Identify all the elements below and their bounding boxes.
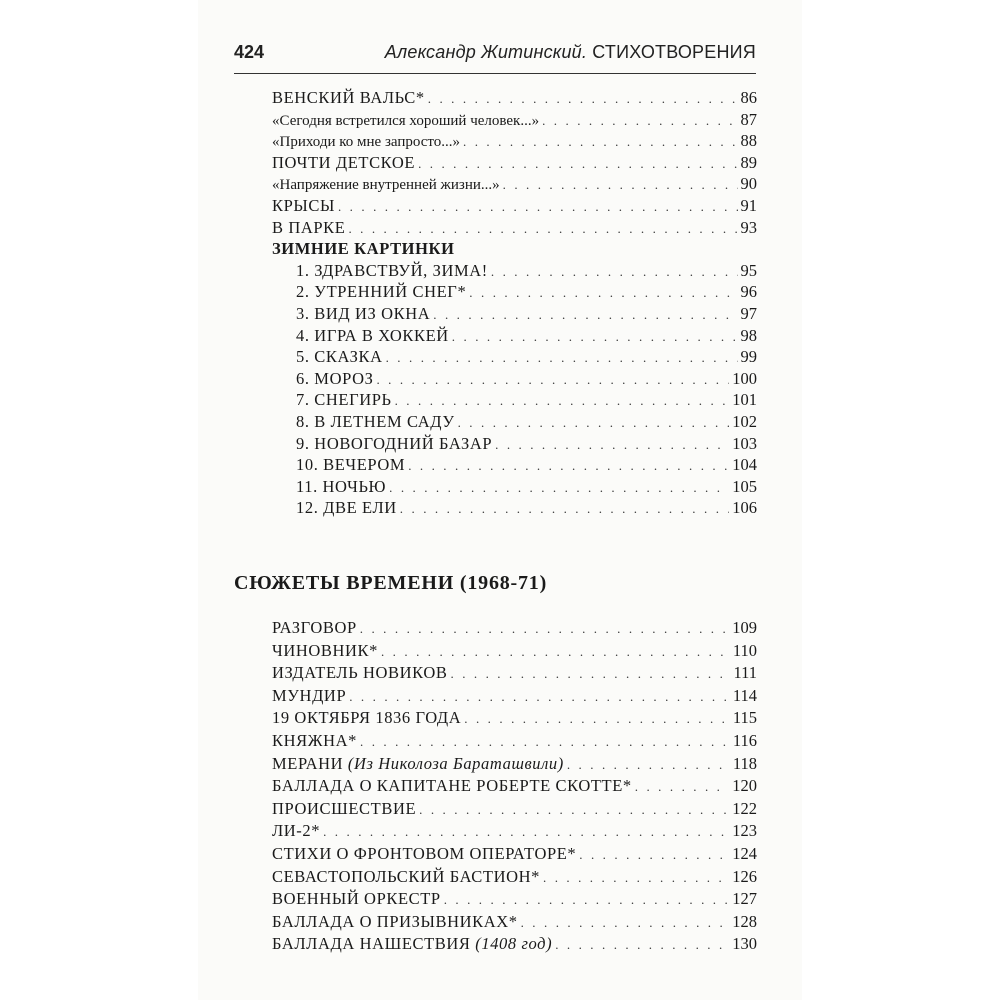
dot-leader bbox=[542, 110, 737, 132]
toc-entry bbox=[272, 173, 757, 195]
toc-entry bbox=[272, 281, 757, 303]
toc-entry-title-text: «Приходи ко мне запросто...» bbox=[272, 134, 461, 151]
toc-page-number: 88 bbox=[740, 131, 757, 151]
toc-page-number: 93 bbox=[740, 217, 757, 237]
toc-entry-title-text: 6. МОРОЗ bbox=[296, 368, 374, 388]
dot-leader bbox=[360, 731, 730, 753]
toc-entry-title-text: КНЯЖНА* bbox=[272, 731, 357, 750]
toc-entry-title bbox=[272, 281, 466, 303]
toc-entry bbox=[272, 109, 757, 131]
toc-entry-title bbox=[272, 110, 539, 132]
toc-entry bbox=[272, 707, 757, 729]
toc-entry-title-text: 1. ЗДРАВСТВУЙ, ЗИМА! bbox=[296, 260, 488, 280]
toc-entry-title-text: ВОЕННЫЙ ОРКЕСТР bbox=[272, 889, 441, 909]
dot-leader bbox=[408, 455, 729, 477]
toc-page-number: 98 bbox=[740, 325, 757, 345]
toc-entry bbox=[272, 843, 757, 865]
toc-entry-title-text: 2. УТРЕННИЙ СНЕГ* bbox=[296, 282, 467, 302]
toc-page-number: 111 bbox=[733, 663, 757, 683]
toc-entry-title bbox=[272, 843, 576, 865]
toc-page-number: 114 bbox=[732, 685, 757, 705]
toc-entry bbox=[272, 87, 757, 109]
toc-cycle-heading bbox=[272, 238, 757, 260]
toc-page-number: 106 bbox=[732, 498, 757, 518]
dot-leader bbox=[386, 347, 738, 369]
toc-entry-title-text: 5. СКАЗКА bbox=[296, 347, 383, 367]
toc-entry-subtitle: (1408 год) bbox=[475, 934, 553, 954]
toc-page-number: 126 bbox=[732, 866, 757, 886]
toc-entry-title bbox=[272, 933, 552, 955]
dot-leader bbox=[543, 867, 729, 889]
toc-entry-title bbox=[272, 911, 518, 933]
dot-leader bbox=[376, 369, 729, 391]
toc-entry bbox=[272, 433, 757, 455]
toc-entry-title-text: 7. СНЕГИРЬ bbox=[296, 390, 392, 410]
toc-entry-title bbox=[272, 346, 383, 368]
toc-entry-title-text: 8. В ЛЕТНЕМ САДУ bbox=[296, 412, 455, 431]
dot-leader bbox=[395, 390, 730, 412]
dot-leader bbox=[419, 799, 729, 821]
toc-page-number: 116 bbox=[732, 731, 757, 750]
toc-entry-title-text: В ПАРКЕ bbox=[272, 217, 346, 237]
dot-leader bbox=[635, 776, 729, 798]
toc-entry-title bbox=[272, 617, 357, 639]
toc-entry-title-text: ЛИ-2* bbox=[272, 821, 321, 841]
dot-leader bbox=[555, 934, 729, 956]
dot-leader bbox=[579, 844, 729, 866]
toc-page-number: 130 bbox=[732, 934, 757, 954]
toc-entry-title bbox=[272, 730, 357, 752]
toc-page-number: 91 bbox=[740, 196, 757, 215]
toc-entry bbox=[272, 346, 757, 368]
toc-entry bbox=[272, 368, 757, 390]
dot-leader bbox=[458, 412, 730, 434]
toc-entry bbox=[272, 303, 757, 325]
toc-page-number: 101 bbox=[732, 390, 757, 410]
dot-leader bbox=[428, 88, 738, 110]
toc-entry bbox=[272, 389, 757, 411]
toc-entry bbox=[272, 260, 757, 282]
toc-page-number: 89 bbox=[740, 152, 757, 172]
toc-entry-title-text: 12. ДВЕ ЕЛИ bbox=[296, 498, 397, 518]
toc-entry-title-text: БАЛЛАДА О ПРИЗЫВНИКАХ* bbox=[272, 911, 518, 931]
toc-entry-title-text: МЕРАНИ bbox=[272, 753, 348, 773]
dot-leader bbox=[381, 641, 730, 663]
toc-entry-title-text: РАЗГОВОР bbox=[272, 618, 357, 637]
toc-entry-title bbox=[272, 325, 449, 347]
toc-page-number: 87 bbox=[740, 109, 757, 129]
toc-page-number: 104 bbox=[732, 455, 757, 475]
toc-entry bbox=[272, 888, 757, 910]
toc-entry-title-text: 3. ВИД ИЗ ОКНА bbox=[296, 304, 431, 323]
toc-entry-title-text: 11. НОЧЬЮ bbox=[296, 476, 387, 496]
toc-entry-title-text: 10. ВЕЧЕРОМ bbox=[296, 455, 406, 475]
dot-leader bbox=[503, 174, 738, 196]
toc-entry-title-text: ПОЧТИ ДЕТСКОЕ bbox=[272, 152, 416, 172]
toc-entry-title-text: «Сегодня встретился хороший человек...» bbox=[272, 112, 540, 129]
toc-entry-title bbox=[272, 662, 448, 684]
dot-leader bbox=[452, 326, 738, 348]
toc-page-number: 97 bbox=[740, 304, 757, 323]
toc-page-number: 86 bbox=[740, 88, 757, 107]
toc-entry bbox=[272, 617, 757, 639]
book-title: СТИХОТВОРЕНИЯ bbox=[592, 42, 756, 62]
running-title bbox=[385, 42, 756, 63]
toc-entry-title bbox=[272, 775, 632, 797]
toc-page-number: 124 bbox=[732, 844, 757, 863]
toc-entry-title-text: 4. ИГРА В ХОККЕЙ bbox=[296, 325, 449, 345]
toc-page-number: 118 bbox=[732, 753, 757, 773]
toc-entry bbox=[272, 411, 757, 433]
toc-entry-title bbox=[272, 888, 441, 910]
toc-page-number: 109 bbox=[732, 618, 757, 637]
dot-leader bbox=[567, 754, 730, 776]
toc-entry bbox=[272, 152, 757, 174]
toc-entry-title bbox=[272, 303, 430, 325]
toc-entry-title bbox=[272, 820, 320, 842]
toc-entry-title bbox=[272, 87, 425, 109]
dot-leader bbox=[521, 912, 730, 934]
toc-page-number: 95 bbox=[740, 260, 757, 280]
toc-entry bbox=[272, 866, 757, 888]
author-name: Александр Житинский. bbox=[384, 42, 593, 62]
dot-leader bbox=[389, 477, 729, 499]
running-header bbox=[234, 38, 756, 78]
toc-entry bbox=[272, 798, 757, 820]
dot-leader bbox=[451, 663, 731, 685]
toc-entry bbox=[272, 640, 757, 662]
toc-entry-title bbox=[272, 753, 564, 775]
toc-page-number: 123 bbox=[732, 821, 757, 841]
toc-entry bbox=[272, 730, 757, 752]
dot-leader bbox=[360, 618, 729, 640]
dot-leader bbox=[444, 889, 730, 911]
toc-entry-title-text: ПРОИСШЕСТВИЕ bbox=[272, 798, 417, 818]
toc-entry bbox=[272, 454, 757, 476]
toc-page-number: 128 bbox=[732, 911, 757, 931]
toc-entry-title-text: 19 ОКТЯБРЯ 1836 ГОДА bbox=[272, 708, 462, 728]
dot-leader bbox=[463, 131, 737, 153]
dot-leader bbox=[400, 498, 729, 520]
toc-entry-title bbox=[272, 866, 540, 888]
toc-page-number: 122 bbox=[732, 798, 757, 818]
toc-page-number: 105 bbox=[732, 476, 757, 496]
toc-entry-title-text: МУНДИР bbox=[272, 685, 347, 705]
toc-entry-title bbox=[272, 195, 335, 217]
toc-entry-title-text: ЧИНОВНИК* bbox=[272, 640, 378, 660]
toc-entry bbox=[272, 911, 757, 933]
toc-page-number: 110 bbox=[732, 640, 757, 660]
toc-entry bbox=[272, 130, 757, 152]
dot-leader bbox=[469, 282, 737, 304]
toc-page-number: 100 bbox=[732, 368, 757, 388]
toc-entry-title bbox=[272, 389, 392, 411]
dot-leader bbox=[338, 196, 738, 218]
section-heading: СЮЖЕТЫ ВРЕМЕНИ (1968-71) bbox=[234, 572, 548, 594]
toc-entry-title-text: ВЕНСКИЙ ВАЛЬС* bbox=[272, 88, 425, 107]
toc-entry-title-text: «Напряжение внутренней жизни...» bbox=[272, 177, 500, 194]
toc-entry-title bbox=[272, 131, 460, 153]
toc-entry bbox=[272, 195, 757, 217]
toc-entry bbox=[272, 775, 757, 797]
toc-entry-title bbox=[272, 798, 416, 820]
dot-leader bbox=[418, 153, 737, 175]
dot-leader bbox=[495, 434, 729, 456]
toc-entry bbox=[272, 933, 757, 955]
header-rule bbox=[234, 73, 756, 74]
toc-entry-title bbox=[272, 640, 378, 662]
toc-entry-title bbox=[272, 238, 455, 260]
toc-entry-title-text: ЗИМНИЕ КАРТИНКИ bbox=[272, 239, 455, 259]
toc-entry bbox=[272, 325, 757, 347]
toc-entry-title bbox=[272, 433, 492, 455]
toc-entry-subtitle: (Из Николоза Бараташвили) bbox=[347, 753, 564, 773]
toc-entry-title-text: 9. НОВОГОДНИЙ БАЗАР bbox=[296, 433, 493, 453]
toc-entry bbox=[272, 753, 757, 775]
toc-entry-title bbox=[272, 152, 415, 174]
toc-entry-title-text: КРЫСЫ bbox=[272, 196, 335, 215]
toc-page-number: 99 bbox=[740, 347, 757, 367]
toc-entry-title bbox=[272, 685, 346, 707]
toc-entry-title bbox=[272, 707, 461, 729]
toc-entry-title bbox=[272, 454, 405, 476]
toc-entry-title bbox=[272, 174, 500, 196]
toc-entry-title-text: ИЗДАТЕЛЬ НОВИКОВ bbox=[272, 663, 448, 683]
toc-page-number: 120 bbox=[732, 776, 757, 796]
toc-entry-title bbox=[272, 476, 386, 498]
toc-entry-title bbox=[272, 217, 345, 239]
toc-entry-title-text: БАЛЛАДА О КАПИТАНЕ РОБЕРТЕ СКОТТЕ* bbox=[272, 776, 632, 796]
toc-entry bbox=[272, 662, 757, 684]
toc-page-number: 90 bbox=[740, 174, 757, 194]
toc-entry bbox=[272, 476, 757, 498]
dot-leader bbox=[348, 218, 737, 240]
dot-leader bbox=[323, 821, 729, 843]
toc-entry bbox=[272, 820, 757, 842]
toc-entry bbox=[272, 497, 757, 519]
toc-entry-title-text: БАЛЛАДА НАШЕСТВИЯ bbox=[272, 934, 476, 954]
toc-entry-title bbox=[272, 368, 373, 390]
toc-page-number: 102 bbox=[732, 412, 757, 431]
toc-page-number: 115 bbox=[732, 708, 757, 728]
toc-page-number: 127 bbox=[732, 889, 757, 909]
page-number: 424 bbox=[234, 42, 265, 62]
toc-page-number: 103 bbox=[732, 433, 757, 453]
toc-entry bbox=[272, 217, 757, 239]
toc-entry-title-text: СТИХИ О ФРОНТОВОМ ОПЕРАТОРЕ* bbox=[272, 844, 577, 863]
toc-entry-title bbox=[272, 497, 397, 519]
toc-entry bbox=[272, 685, 757, 707]
toc-entry-title-text: СЕВАСТОПОЛЬСКИЙ БАСТИОН* bbox=[272, 866, 540, 886]
dot-leader bbox=[349, 686, 730, 708]
toc-page-number: 96 bbox=[740, 282, 757, 302]
dot-leader bbox=[491, 261, 738, 283]
toc-entry-title bbox=[272, 260, 488, 282]
dot-leader bbox=[464, 708, 730, 730]
dot-leader bbox=[433, 304, 737, 326]
toc-entry-title bbox=[272, 411, 455, 433]
